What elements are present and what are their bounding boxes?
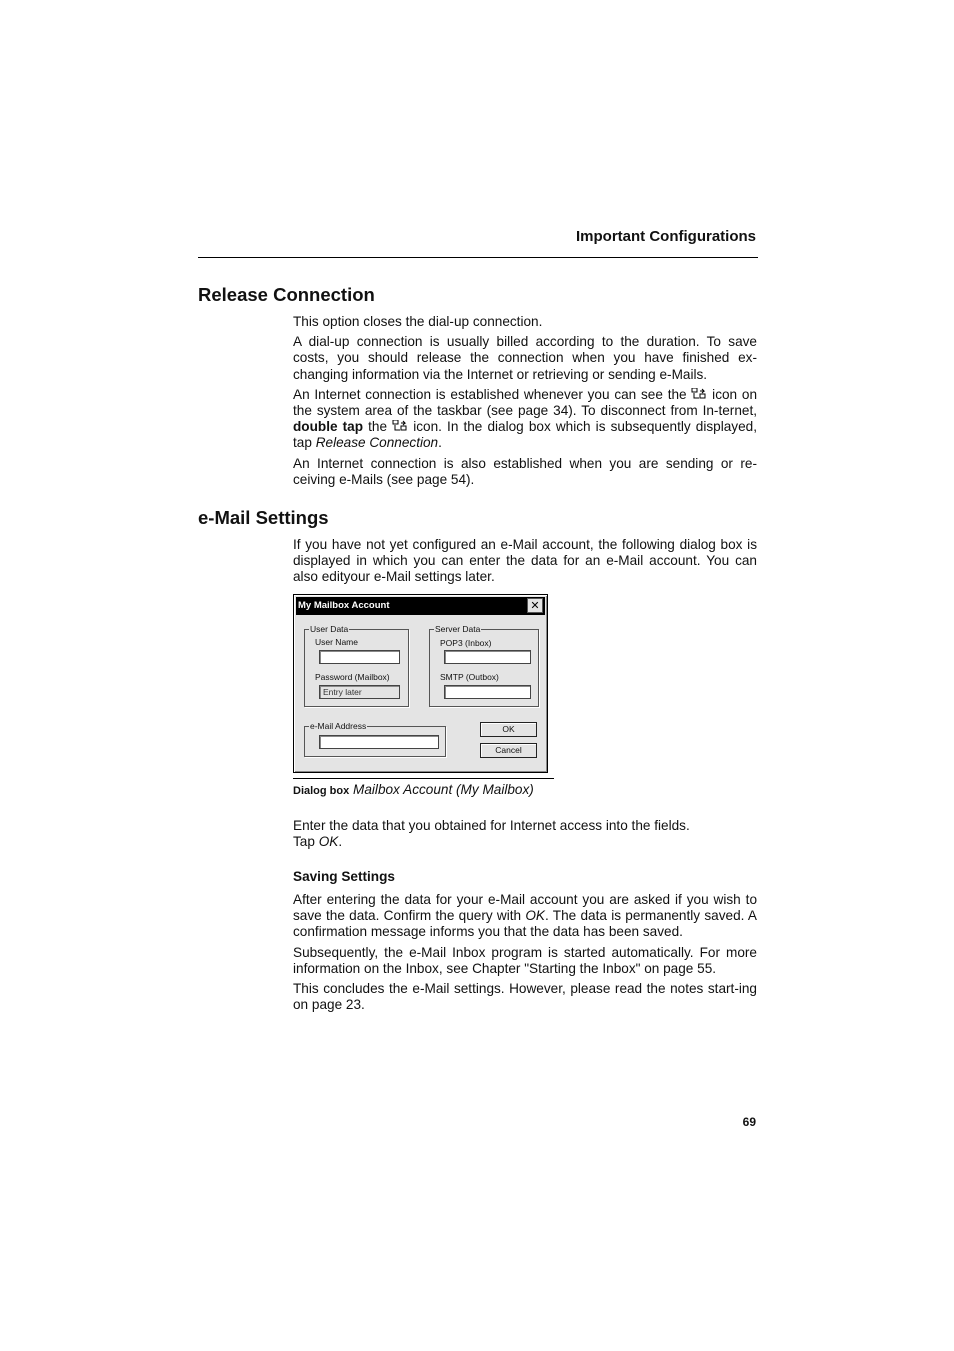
- text-run: Tap: [293, 834, 315, 850]
- paragraph: An Internet connection is also established when you are sending or re-ceiving e-Mails (see page 54).: [293, 455, 757, 487]
- dial-up-connection-icon: [691, 388, 707, 401]
- caption-rule: [293, 778, 554, 779]
- ok-button[interactable]: OK: [480, 722, 537, 737]
- user-name-label: User Name: [315, 637, 358, 647]
- caption-label: Dialog box: [293, 785, 350, 797]
- paragraph: Subsequently, the e-Mail Inbox program is started automatically. For more information on the Inbox, see Chapter "Starting the Inbox" on page 55.: [293, 944, 757, 976]
- text-run: icon. In the dialog box which is subsequently displayed, tap: [293, 419, 757, 451]
- text-run: . The data is permanently saved. A confirmation message informs you that the data has been saved.: [293, 908, 757, 940]
- text-run: Enter the data that you obtained for Internet access into the fields.: [293, 818, 690, 833]
- pop3-field[interactable]: [444, 650, 531, 664]
- paragraph: [293, 387, 757, 452]
- email-address-field[interactable]: [319, 735, 439, 749]
- paragraph: [293, 334, 757, 383]
- server-data-label: Server Data: [435, 624, 481, 634]
- dialog-title-bar: [296, 597, 545, 615]
- saving-settings-heading: Saving Settings: [293, 869, 395, 884]
- release-connection-body: [293, 314, 757, 492]
- paragraph: [293, 818, 757, 850]
- cancel-button[interactable]: Cancel: [480, 743, 537, 758]
- email-settings-body: [293, 537, 757, 590]
- text-run: .: [338, 834, 343, 850]
- password-field[interactable]: Entry later: [319, 685, 400, 699]
- text-run: icon on the system area of the taskbar (see page 34). To disconnect from In-ternet,: [293, 386, 758, 419]
- text-run: An Internet connection is established whenever you can see the: [293, 386, 687, 402]
- password-label: Password (Mailbox): [315, 672, 390, 682]
- smtp-field[interactable]: [444, 685, 531, 699]
- header-rule: [198, 257, 758, 258]
- paragraph: [293, 892, 757, 941]
- paragraph: This concludes the e-Mail settings. However, please read the notes start-ing on page 23.: [293, 981, 757, 1013]
- email-address-label: e-Mail Address: [310, 721, 367, 731]
- after-dialog-body: [293, 818, 757, 854]
- page-number: 69: [742, 1115, 756, 1129]
- email-settings-heading: e-Mail Settings: [198, 507, 329, 528]
- text-run: the: [368, 419, 388, 435]
- dialog-title: My Mailbox Account: [298, 600, 390, 611]
- emphasis-bold: double tap: [293, 419, 364, 435]
- pop3-label: POP3 (Inbox): [440, 638, 492, 648]
- emphasis-italic: OK: [525, 908, 545, 924]
- figure-caption: [293, 782, 534, 797]
- mailbox-account-dialog: [293, 594, 548, 773]
- emphasis-italic: OK: [318, 834, 339, 850]
- release-connection-heading: Release Connection: [198, 284, 375, 305]
- text-run: After entering the data for your e-Mail account you are asked if you wish to save the data. Confirm the query with: [293, 892, 757, 924]
- paragraph: If you have not yet configured an e-Mail account, the following dialog box is displayed in which you can enter the data for an e-Mail account. You can also edityour e-Mail settings later.: [293, 537, 757, 585]
- text-run: .: [438, 435, 442, 451]
- dial-up-connection-icon: [392, 420, 408, 433]
- running-header: Important Configurations: [576, 228, 756, 245]
- user-data-label: User Data: [310, 624, 349, 634]
- caption-text: Mailbox Account (My Mailbox): [353, 782, 534, 797]
- paragraph: This option closes the dial-up connection.: [293, 314, 543, 329]
- saving-settings-body: [293, 892, 757, 1017]
- smtp-label: SMTP (Outbox): [440, 672, 499, 682]
- paragraph-text: A dial-up connection is usually billed according to the duration. To save costs, you should release the connection when you have finished ex-changing information via the Internet or retrieving or sending e-Mails.: [293, 334, 757, 382]
- emphasis-italic: Release Connection: [315, 435, 439, 451]
- user-name-field[interactable]: [319, 650, 400, 664]
- close-icon[interactable]: ✕: [527, 598, 543, 613]
